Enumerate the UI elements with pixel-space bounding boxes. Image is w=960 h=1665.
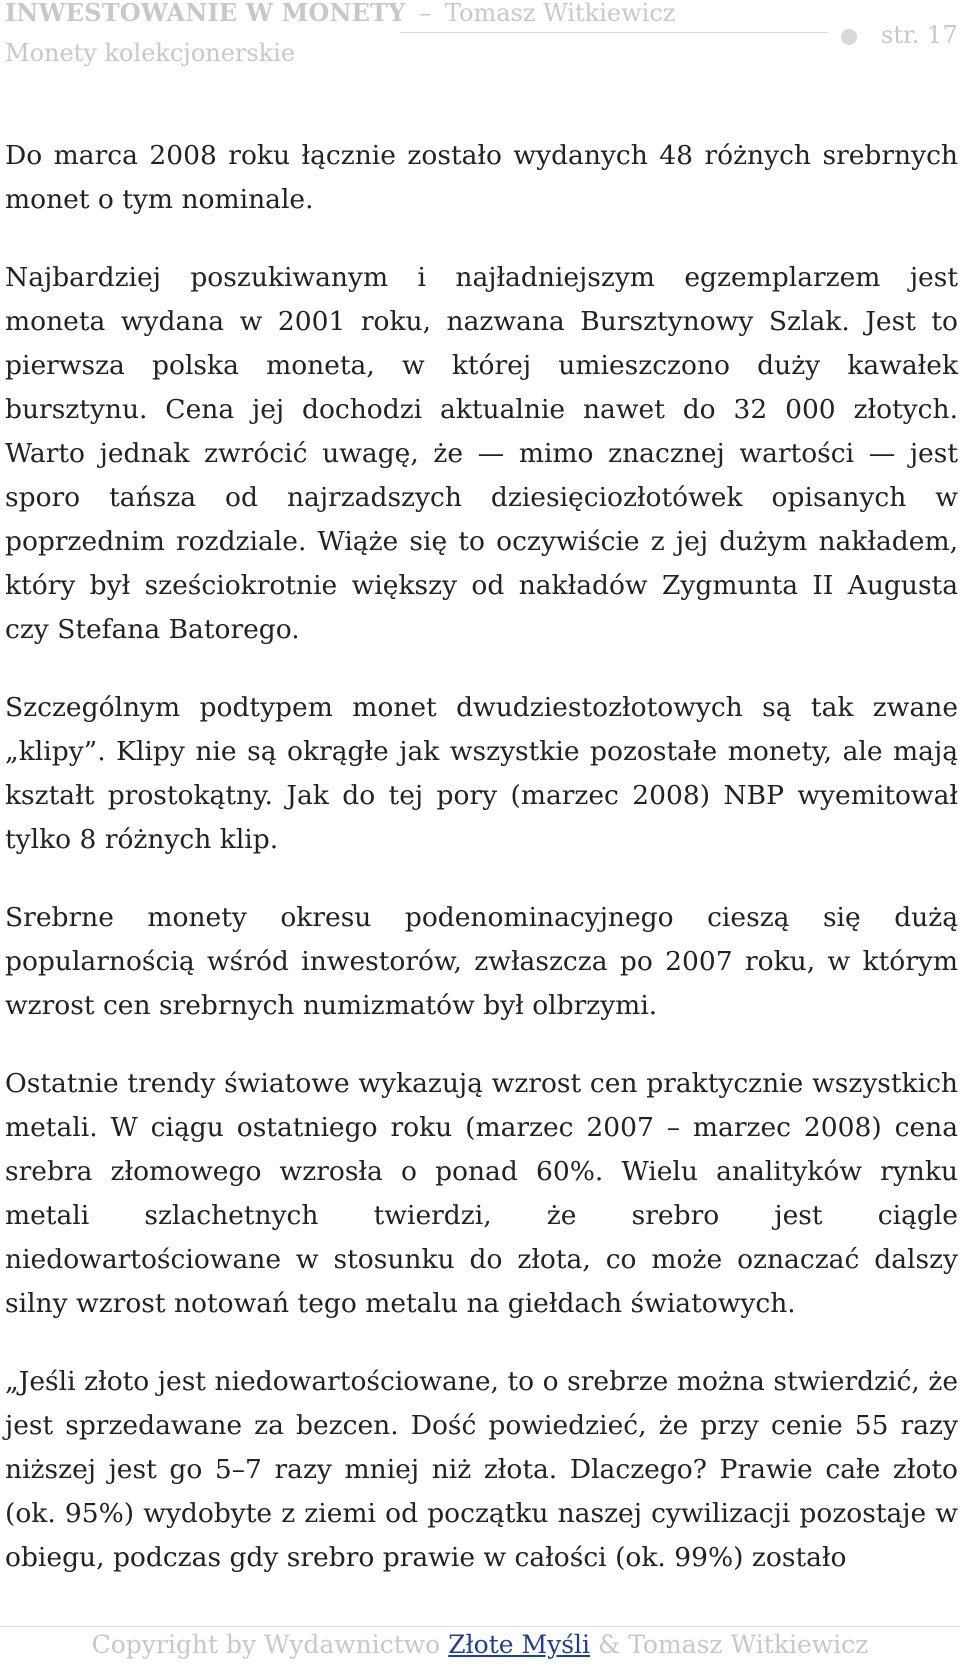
footer-author: & Tomasz Witkiewicz bbox=[598, 1630, 869, 1659]
author-name: Tomasz Witkiewicz bbox=[444, 0, 676, 27]
paragraph-2: Najbardziej poszukiwanym i najładniejszym egzemplarzem jest moneta wydana w 2001 roku, nazwana Bursztynowy Szlak. Jest to pierwsza polska moneta, w której umieszczono duży kawałek bursztynu. Cena jej dochodzi aktualnie nawet do 32 000 złotych. Warto jednak zwrócić uwagę, że — mimo znacznej wartości — jest sporo tańsza od najrzadszych dziesięciozłotówek opisanych w poprzednim rozdziale. Wiąże się to oczywiście z jej dużym nakładem, który był sześciokrotnie większy od nakładów Zygmunta II Augusta czy Stefana Batorego. bbox=[5, 262, 958, 645]
paragraph-6: „Jeśli złoto jest niedowartościowane, to o srebrze można stwierdzić, że jest sprzedawane za bezcen. Dość powiedzieć, że przy cenie 55 razy niższej jest go 5–7 razy mniej niż złota. Dlaczego? Prawie całe złoto (ok. 95%) wydobyte z ziemi od początku naszej cywilizacji pozostaje w obiegu, podczas gdy srebro prawie w całości (ok. 99%) zostało bbox=[5, 1366, 958, 1573]
paragraph-4: Srebrne monety okresu podenominacyjnego cieszą się dużą popularnością wśród inwestorów, zwłaszcza po 2007 roku, w którym wzrost cen srebrnych numizmatów był olbrzymi. bbox=[5, 902, 958, 1021]
bullet-dot-icon bbox=[841, 29, 857, 45]
footer-divider bbox=[0, 1626, 960, 1627]
chapter-title: Monety kolekcjonerskie bbox=[5, 39, 296, 67]
paragraph-5: Ostatnie trendy światowe wykazują wzrost cen praktycznie wszystkich metali. W ciągu ostatniego roku (marzec 2007 – marzec 2008) cena srebra złomowego wzrosła o ponad 60%. Wielu analityków rynku metali szlachetnych twierdzi, że srebro jest ciągle niedowartościowane w stosunku do złota, co może oznaczać dalszy silny wzrost notowań tego metalu na giełdach światowych. bbox=[5, 1068, 958, 1319]
page-number: str. 17 bbox=[881, 21, 958, 49]
book-title: INWESTOWANIE W MONETY bbox=[5, 0, 406, 27]
header-divider bbox=[400, 32, 828, 33]
page-footer bbox=[0, 1630, 960, 1660]
running-title bbox=[5, 0, 675, 26]
page-header bbox=[5, 0, 958, 80]
publisher-link[interactable]: Złote Myśli bbox=[448, 1630, 591, 1659]
paragraph-1: Do marca 2008 roku łącznie zostało wydanych 48 różnych srebrnych monet o tym nominale. bbox=[5, 140, 958, 215]
title-dash: – bbox=[419, 0, 432, 27]
footer-copyright: Copyright by Wydawnictwo bbox=[91, 1630, 441, 1659]
paragraph-3: Szczególnym podtypem monet dwudziestozłotowych są tak zwane „klipy”. Klipy nie są okrągłe jak wszystkie pozostałe monety, ale mają kształt prostokątny. Jak do tej pory (marzec 2008) NBP wyemitował tylko 8 różnych klip. bbox=[5, 692, 958, 855]
body-text bbox=[5, 134, 958, 1580]
